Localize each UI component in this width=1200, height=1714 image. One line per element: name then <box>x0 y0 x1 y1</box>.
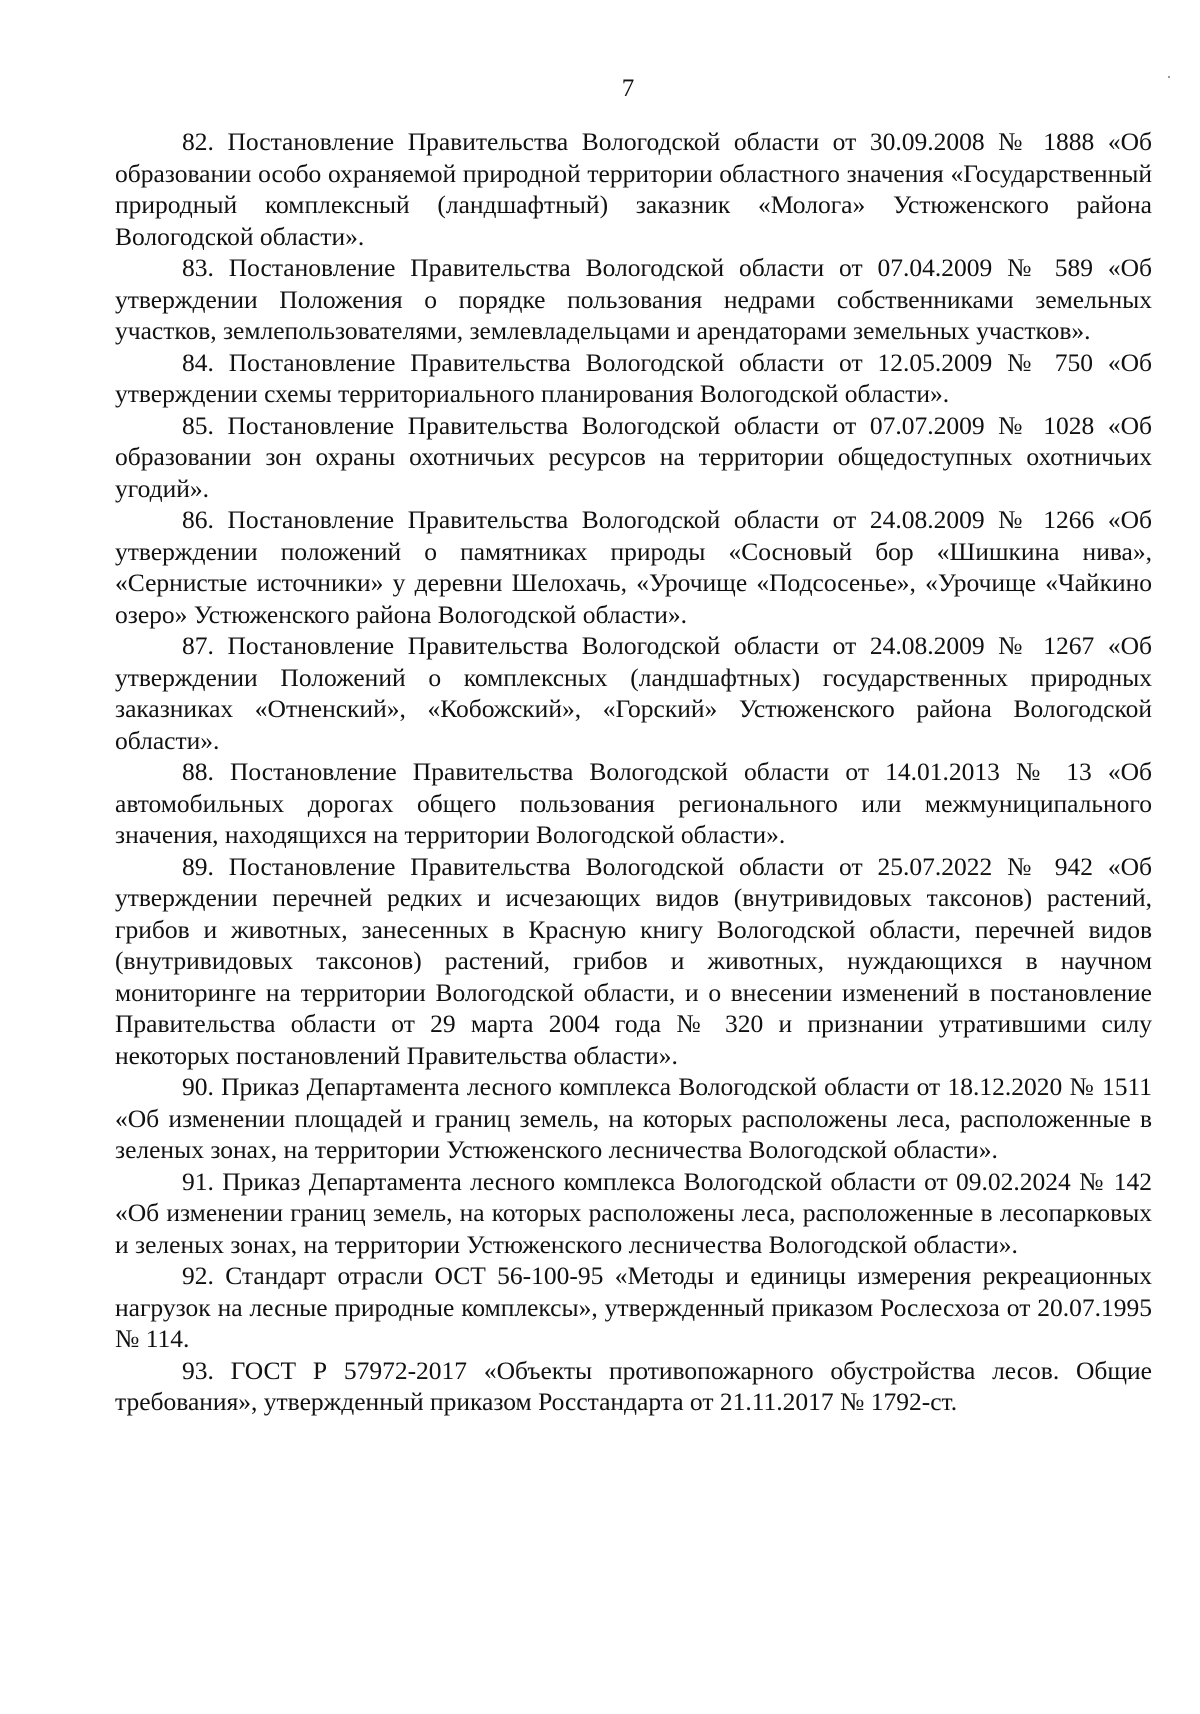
list-item-85: 85. Постановление Правительства Вологодской области от 07.07.2009 № 1028 «Об образовании зон охраны охотничьих ресурсов на территории общедоступных охотничьих угодий». <box>115 410 1152 503</box>
list-item-87: 87. Постановление Правительства Вологодской области от 24.08.2009 № 1267 «Об утверждении Положений о комплексных (ландшафтных) государственных природных заказниках «Отненский», «Кобожский», «Горский» Устюженского района Вологодской области». <box>115 631 1152 755</box>
list-item-82: 82. Постановление Правительства Вологодской области от 30.09.2008 № 1888 «Об образовании особо охраняемой природной территории областного значения «Государственный природный комплексный (ландшафтный) заказник «Молога» Устюженского района Вологодской области». <box>115 127 1152 251</box>
list-item-90: 90. Приказ Департамента лесного комплекса Вологодской области от 18.12.2020 № 1511 «Об изменении площадей и границ земель, на которых расположены леса, расположенные в зеленых зонах, на территории Устюженского лесничества Вологодской области». <box>115 1072 1152 1164</box>
page-number: 7 <box>621 75 635 102</box>
list-item-84: 84. Постановление Правительства Вологодской области от 12.05.2009 № 750 «Об утверждении схемы территориального планирования Вологодской области». <box>115 347 1152 408</box>
list-item-91: 91. Приказ Департамента лесного комплекса Вологодской области от 09.02.2024 № 142 «Об изменении границ земель, на которых расположены леса, расположенные в лесопарковых и зеленых зонах, на территории Устюженского лесничества Вологодской области». <box>115 1166 1152 1259</box>
list-item-92: 92. Стандарт отрасли ОСТ 56-100-95 «Методы и единицы измерения рекреационных нагрузок на лесные природные комплексы», утвержденный приказом Рослесхоза от 20.07.1995 № 114. <box>115 1261 1152 1353</box>
list-item-86: 86. Постановление Правительства Вологодской области от 24.08.2009 № 1266 «Об утверждении положений о памятниках природы «Сосновый бор «Шишкина нива», «Сернистые источники» у деревни Шелохачь, «Урочище «Подсосенье», «Урочище «Чайкино озеро» Устюженского района Вологодской области». <box>115 505 1152 629</box>
scan-speck <box>1168 76 1170 78</box>
list-item-89: 89. Постановление Правительства Вологодской области от 25.07.2022 № 942 «Об утверждении перечней редких и исчезающих видов (внутривидовых таксонов) растений, грибов и животных, занесенных в Красную книгу Вологодской области, перечней видов (внутривидовых таксонов) растений, грибов и животных, нуждающихся в научном мониторинге на территории Вологодской области, и о внесении изменений в постановление Правительства области от 29 марта 2004 года № 320 и признании утратившими силу некоторых постановлений Правительства области». <box>115 851 1152 1070</box>
list-item-93: 93. ГОСТ Р 57972-2017 «Объекты противопожарного обустройства лесов. Общие требования», утвержденный приказом Росстандарта от 21.11.2017 № 1792-ст. <box>115 1355 1152 1416</box>
list-item-83: 83. Постановление Правительства Вологодской области от 07.04.2009 № 589 «Об утверждении Положения о порядке пользования недрами собственниками земельных участков, землепользователями, землевладельцами и арендаторами земельных участков». <box>115 253 1152 345</box>
document-body <box>115 126 1152 1418</box>
list-item-88: 88. Постановление Правительства Вологодской области от 14.01.2013 № 13 «Об автомобильных дорогах общего пользования регионального или межмуниципального значения, находящихся на территории Вологодской области». <box>115 757 1152 849</box>
